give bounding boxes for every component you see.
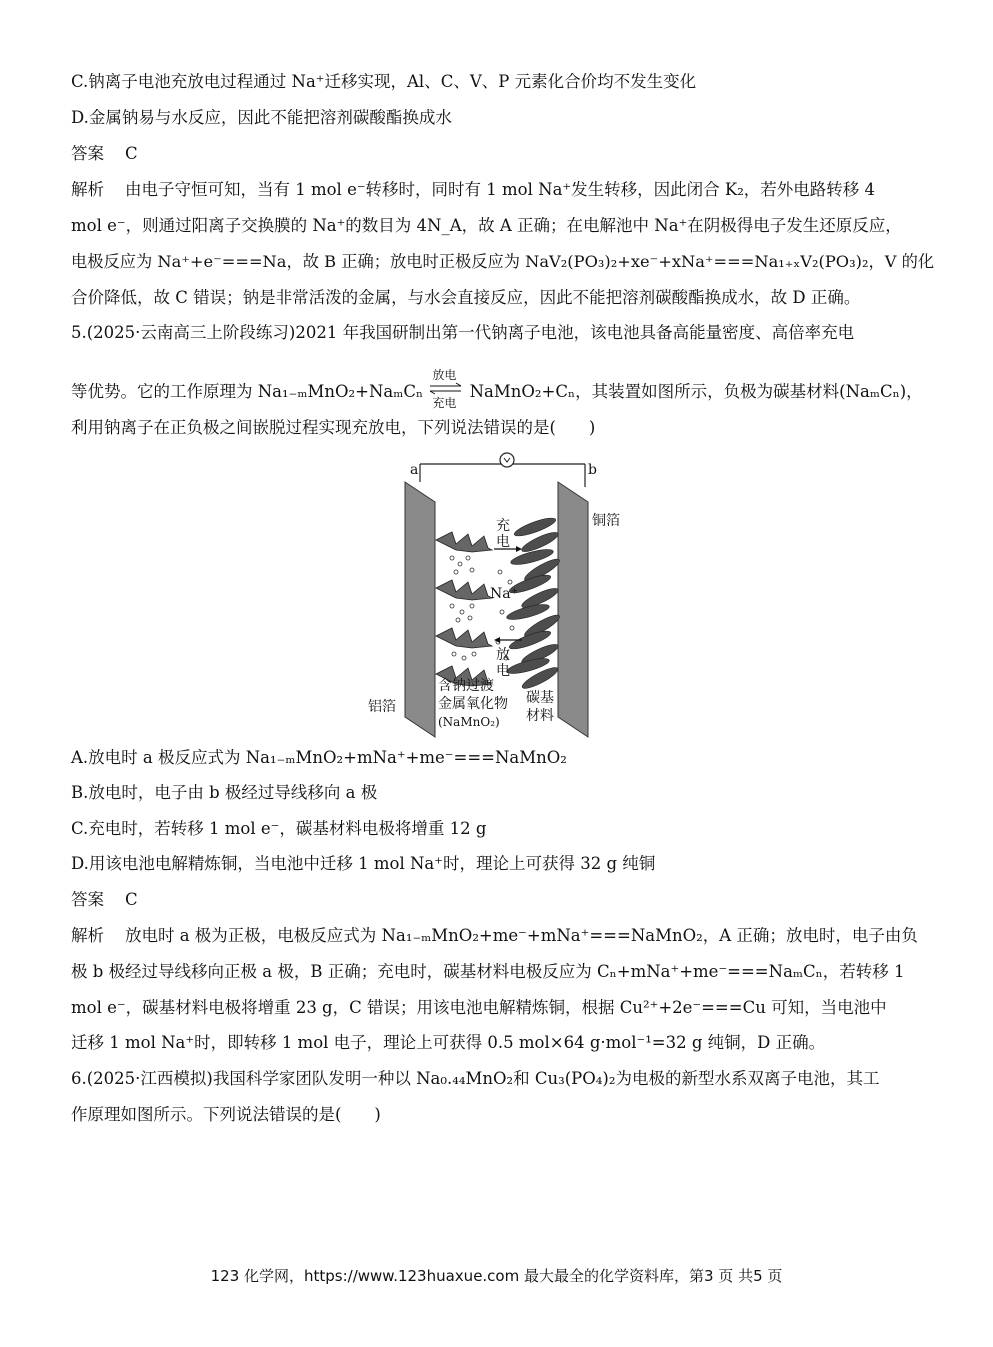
q5-stem-line-1: 5.(2025·云南高三上阶段练习)2021 年我国研制出第一代钠离子电池，该电池具备高能量密度、高倍率充电 xyxy=(71,323,855,342)
q4-analysis-line-2: mol e⁻，则通过阳离子交换膜的 Na⁺的数目为 4N_A，故 A 正确；在电解池中 Na⁺在阴极得电子发生还原反应， xyxy=(71,216,902,235)
electrode-a-label: a xyxy=(410,462,419,478)
page-footer: 123 化学网，https://www.123huaxue.com 最大最全的化学资料库，第3 页 共5 页 xyxy=(210,1267,783,1285)
discharge-label-1: 放 xyxy=(496,647,510,663)
q6-stem-line-1: 6.(2025·江西模拟)我国科学家团队发明一种以 Na₀.₄₄MnO₂和 Cu₃(PO₄)₂为电极的新型水系双离子电池，其工 xyxy=(71,1069,880,1088)
aluminum-foil-plate xyxy=(405,482,435,737)
q5-analysis-line-2: 极 b 极经过导线移向正极 a 极，B 正确；充电时，碳基材料电极反应为 Cₙ+mNa⁺+me⁻===NaₘCₙ，若转移 1 xyxy=(71,962,905,981)
q5-analysis-line-3: mol e⁻，碳基材料电极将增重 23 g，C 错误；用该电池电解精炼铜，根据 Cu²⁺+2e⁻===Cu 可知，当电池中 xyxy=(71,998,887,1017)
q4-option-d: D.金属钠易与水反应，因此不能把溶剂碳酸酯换成水 xyxy=(71,108,452,127)
sodium-ion-label: Na⁺ xyxy=(490,586,518,602)
battery-diagram xyxy=(360,452,620,742)
cathode-label-3: (NaMnO₂) xyxy=(438,715,500,729)
q5-analysis-line-1: 解析 放电时 a 极为正极，电极反应式为 Na₁₋ₘMnO₂+me⁻+mNa⁺===NaMnO₂，A 正确；放电时，电子由负 xyxy=(71,926,918,945)
cathode-label-1: 含钠过渡 xyxy=(438,678,494,694)
answer-value: C xyxy=(124,144,138,163)
q6-stem-line-2: 作原理如图所示。下列说法错误的是( ) xyxy=(71,1105,381,1124)
q4-option-c: C.钠离子电池充放电过程通过 Na⁺迁移实现，Al、C、V、P 元素化合价均不发生变化 xyxy=(71,72,697,91)
q5-option-a: A.放电时 a 极反应式为 Na₁₋ₘMnO₂+mNa⁺+me⁻===NaMnO₂ xyxy=(71,748,567,767)
q5-option-b: B.放电时，电子由 b 极经过导线移向 a 极 xyxy=(71,783,378,802)
lightbulb-icon xyxy=(500,453,514,467)
charge-label-2: 电 xyxy=(496,534,510,550)
analysis-label: 解析 xyxy=(71,180,104,199)
q5-option-d: D.用该电池电解精炼铜，当电池中迁移 1 mol Na⁺时，理论上可获得 32 g 纯铜 xyxy=(71,854,656,873)
q4-analysis-line-4: 合价降低，故 C 错误；钠是非常活泼的金属，与水会直接反应，因此不能把溶剂碳酸酯换成水，故 D 正确。 xyxy=(71,288,861,307)
q5-analysis-line-4: 迁移 1 mol Na⁺时，即转移 1 mol 电子，理论上可获得 0.5 mol×64 g·mol⁻¹=32 g 纯铜，D 正确。 xyxy=(71,1033,826,1052)
electrode-b-label: b xyxy=(588,462,597,478)
charge-label-1: 充 xyxy=(496,518,510,534)
copper-foil-label: 铜箔 xyxy=(592,513,620,529)
anode-label-1: 碳基 xyxy=(526,690,554,706)
answer-label: 答案 xyxy=(71,144,104,163)
discharge-label-2: 电 xyxy=(496,663,510,679)
copper-foil-plate xyxy=(558,482,588,737)
layered-oxide-cathode xyxy=(436,532,492,686)
q4-analysis-line-1: 解析 由电子守恒可知，当有 1 mol e⁻转移时，同时有 1 mol Na⁺发生转移，因此闭合 K₂，若外电路转移 4 xyxy=(71,180,876,199)
q5-option-c: C.充电时，若转移 1 mol e⁻，碳基材料电极将增重 12 g xyxy=(71,819,487,838)
anode-label-2: 材料 xyxy=(526,708,554,724)
arrow-label-discharge: 放电 xyxy=(432,367,457,382)
carbon-anode-material xyxy=(505,515,561,692)
answer-value: C xyxy=(124,890,138,909)
cathode-label-2: 金属氧化物 xyxy=(438,696,508,712)
analysis-label: 解析 xyxy=(71,926,104,945)
aluminum-foil-label: 铝箔 xyxy=(368,699,396,715)
arrow-label-charge: 充电 xyxy=(432,395,457,410)
q5-answer xyxy=(71,888,138,912)
reversible-arrow xyxy=(428,367,464,410)
q4-analysis-line-3: 电极反应为 Na⁺+e⁻===Na，故 B 正确；放电时正极反应为 NaV₂(PO₃)₂+xe⁻+xNa⁺===Na₁₊ₓV₂(PO₃)₂，V 的化 xyxy=(71,252,935,271)
q5-stem-line-3: 利用钠离子在正负极之间嵌脱过程实现充放电，下列说法错误的是( ) xyxy=(71,418,596,437)
q5-stem-line-2: 等优势。它的工作原理为 Na₁₋ₘMnO₂+NaₘCₙ 放电 充电 NaMnO₂+Cₙ，其装置如图所示，负极为碳基材料(NaₘCₙ)， xyxy=(71,380,923,405)
answer-label: 答案 xyxy=(71,890,104,909)
q4-answer xyxy=(71,142,138,166)
